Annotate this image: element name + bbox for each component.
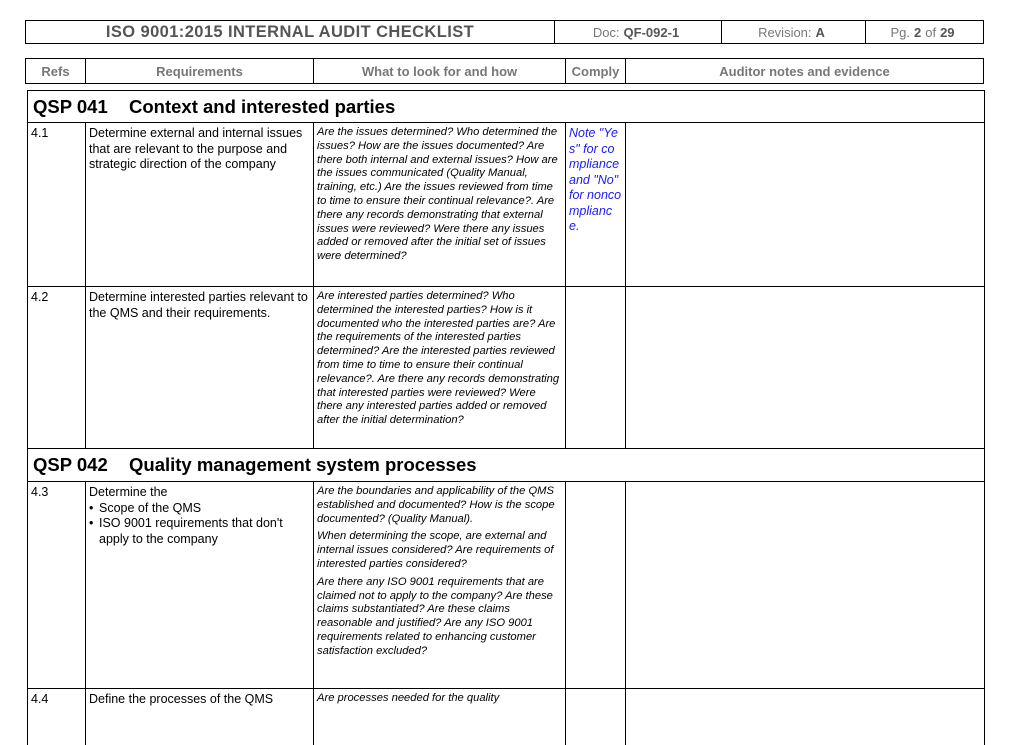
doc-number bbox=[555, 21, 722, 43]
look-for-text: When determining the scope, are external and internal issues considered? Are requirements of interested parties considered? bbox=[317, 530, 554, 570]
look-for-text: Are there any ISO 9001 requirements that are claimed not to apply to the company? Are these claims substantiated? Are these claims reasonable and justified? Are any ISO 9001 requirements related to enhancing customer satisfaction excluded? bbox=[317, 575, 553, 657]
column-header-row bbox=[25, 58, 984, 84]
requirement-cell bbox=[86, 482, 314, 688]
column-header-comply: Comply bbox=[566, 59, 626, 83]
checklist-table bbox=[27, 90, 985, 745]
doc-label: Doc: bbox=[592, 24, 620, 40]
requirement-cell: Determine external and internal issues that are relevant to the purpose and strategic direction of the company bbox=[86, 123, 314, 286]
section-heading bbox=[27, 449, 985, 482]
page-of: of bbox=[925, 24, 937, 40]
ref-cell: 4.3 bbox=[28, 482, 86, 688]
section-heading bbox=[27, 90, 985, 123]
look-for-text: Are the issues determined? Who determined the issues? How are the issues documented? Are there both internal and external issues? How are the issues communicated (Quality Manual, training, etc.) Are the issues reviewed from time to time to ensure their continual relevance?. Are there any records demonstrating that external issues were reviewed? Were there any issues added or removed after the initial set of issues were determined? bbox=[317, 126, 558, 263]
table-row bbox=[27, 123, 985, 287]
revision-value: A bbox=[815, 24, 825, 40]
section-code: QSP 042 bbox=[33, 454, 108, 475]
look-for-cell bbox=[314, 689, 566, 745]
auditor-notes-cell[interactable] bbox=[626, 482, 984, 688]
section-title: Context and interested parties bbox=[129, 95, 396, 117]
ref-cell: 4.4 bbox=[28, 689, 86, 745]
comply-cell[interactable] bbox=[566, 482, 626, 688]
ref-cell: 4.1 bbox=[28, 123, 86, 286]
column-header-what-to-look-for: What to look for and how bbox=[314, 59, 566, 83]
column-header-auditor-notes: Auditor notes and evidence bbox=[719, 63, 890, 79]
look-for-cell bbox=[314, 482, 566, 688]
requirement-intro: Determine the bbox=[89, 485, 168, 499]
look-for-cell bbox=[314, 123, 566, 286]
page-value: 2 bbox=[913, 24, 922, 40]
document-header bbox=[25, 20, 984, 44]
table-row bbox=[27, 287, 985, 449]
requirement-bullet: • Scope of the QMS bbox=[89, 501, 310, 517]
section-title: Quality management system processes bbox=[129, 454, 477, 475]
column-header-refs: Refs bbox=[26, 59, 86, 83]
look-for-cell bbox=[314, 287, 566, 448]
page-total: 29 bbox=[940, 24, 955, 40]
section-code: QSP 041 bbox=[33, 95, 108, 117]
page-number bbox=[866, 21, 983, 43]
auditor-notes-cell[interactable] bbox=[626, 689, 984, 745]
revision bbox=[722, 21, 866, 43]
requirement-bullet-list bbox=[89, 501, 310, 548]
revision-label: Revision: bbox=[758, 24, 812, 40]
page-label: Pg. bbox=[890, 24, 910, 40]
auditor-notes-cell[interactable] bbox=[626, 287, 984, 448]
column-header-requirements: Requirements bbox=[86, 59, 314, 83]
look-for-text: Are the boundaries and applicability of the QMS established and documented? How is the scope documented? (Quality Manual). bbox=[317, 485, 555, 525]
comply-cell[interactable]: Note "Yes" for compliance and "No" for noncompliance. bbox=[566, 123, 626, 286]
requirement-bullet: • ISO 9001 requirements that don't apply to the company bbox=[89, 516, 310, 547]
comply-cell[interactable] bbox=[566, 287, 626, 448]
table-row bbox=[27, 482, 985, 689]
doc-value: QF-092-1 bbox=[623, 24, 680, 40]
auditor-notes-cell[interactable] bbox=[626, 123, 984, 286]
document-title: ISO 9001:2015 INTERNAL AUDIT CHECKLIST bbox=[26, 21, 555, 43]
ref-cell: 4.2 bbox=[28, 287, 86, 448]
requirement-cell: Define the processes of the QMS bbox=[86, 689, 314, 745]
requirement-cell: Determine interested parties relevant to the QMS and their requirements. bbox=[86, 287, 314, 448]
look-for-text: Are interested parties determined? Who determined the interested parties? How is it documented who the interested parties are? Are the requirements of the interested parties determined? Are the interested parties reviewed from time to time to ensure their continual relevance?. Are there any records demonstrating that interested parties were reviewed? Were there any interested parties added or removed after the initial determination? bbox=[317, 290, 560, 427]
comply-cell[interactable] bbox=[566, 689, 626, 745]
look-for-text: Are processes needed for the quality bbox=[317, 692, 500, 704]
table-row bbox=[27, 689, 985, 745]
